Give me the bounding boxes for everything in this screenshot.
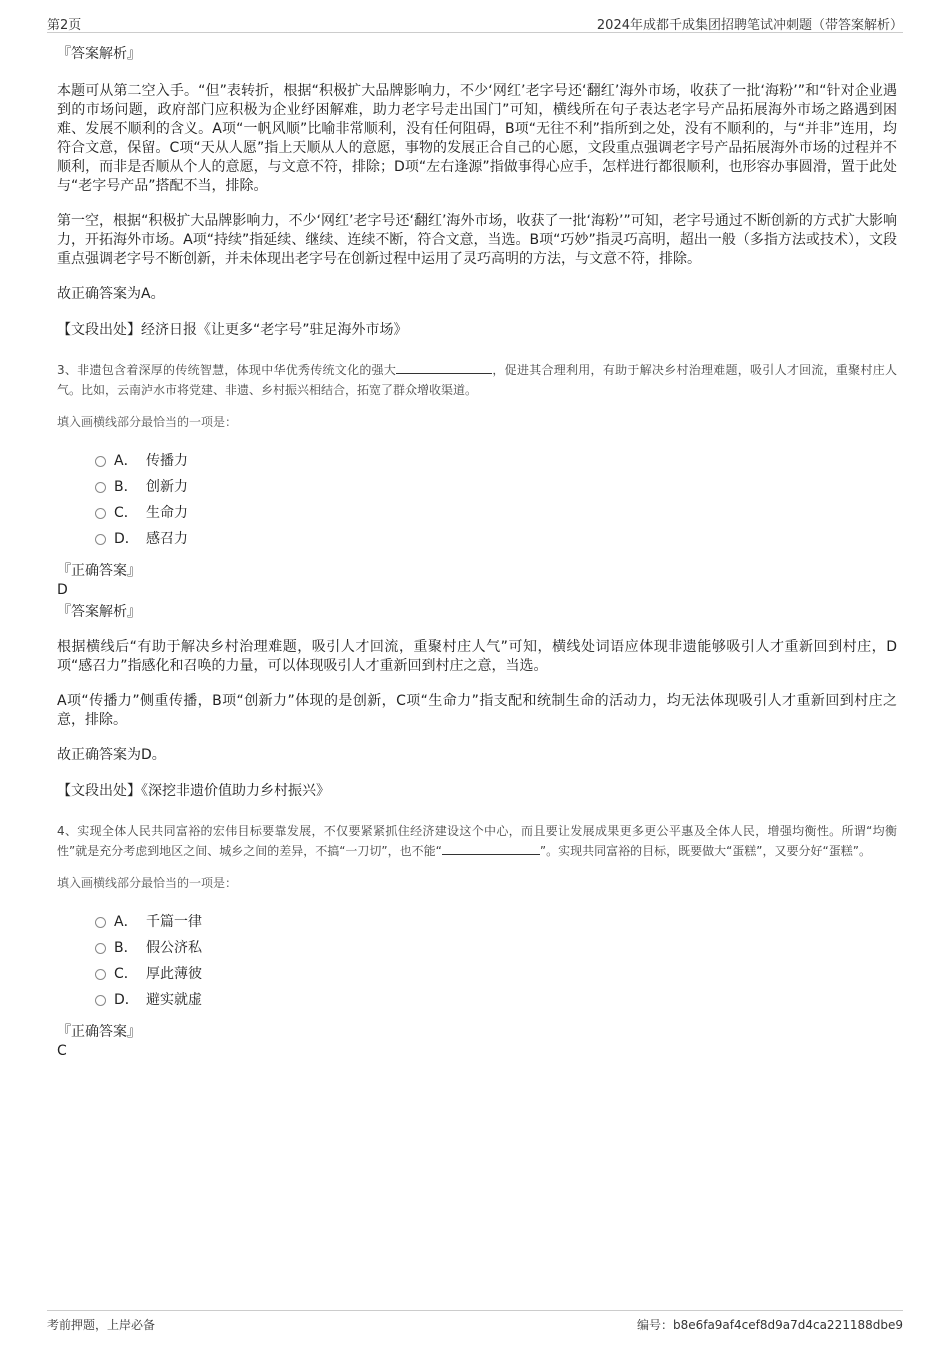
radio-button[interactable] [95, 943, 106, 954]
analysis-label: 『答案解析』 [57, 604, 141, 620]
option-d[interactable]: D． 感召力 [95, 528, 897, 554]
radio-button[interactable] [95, 917, 106, 928]
option-c[interactable]: C． 生命力 [95, 502, 897, 528]
correct-answer-label: 『正确答案』 [57, 1024, 141, 1040]
radio-button[interactable] [95, 995, 106, 1006]
option-c[interactable]: C． 厚此薄彼 [95, 963, 897, 989]
question-stem: 3、非遗包含着深厚的传统智慧，体现中华优秀传统文化的强大 ，促进其合理利用，有助于解决乡村治理难题，吸引人才回流，重聚村庄人气。比如，云南泸水市将党建、非遗、乡村振兴相结合，拓宽了群众增收渠道。 [57, 363, 897, 397]
option-b[interactable]: B． 创新力 [95, 476, 897, 502]
footer-slogan: 考前押题，上岸必备 [47, 1318, 156, 1332]
page-content [57, 44, 897, 1063]
source-citation: 【文段出处】经济日报《让更多“老字号”驻足海外市场》 [57, 322, 408, 338]
question-prompt: 填入画横线部分最恰当的一项是： [57, 415, 238, 429]
question-4 [57, 821, 897, 1061]
analysis-paragraph: A项“传播力”侧重传播，B项“创新力”体现的是创新，C项“生命力”指支配和统制生命的活动力，均无法体现吸引人才重新回到村庄之意，排除。 [57, 693, 897, 728]
conclusion-text: 故正确答案为D。 [57, 747, 166, 763]
analysis-paragraph: 第一空，根据“积极扩大品牌影响力，不少‘网红’老字号还‘翻红’海外市场，收获了一批‘海粉’”可知，老字号通过不断创新的方式扩大影响力，开拓海外市场。A项“持续”指延续、继续、连续不断，符合文意，当选。B项“巧妙”指灵巧高明，超出一般（多指方法或技术），文段重点强调老字号不断创新，并未体现出老字号在创新过程中运用了灵巧高明的方法，与文意不符，排除。 [57, 213, 897, 267]
source-citation: 【文段出处】《深挖非遗价值助力乡村振兴》 [57, 783, 330, 799]
correct-answer-value: C [57, 1043, 67, 1059]
analysis-label: 『答案解析』 [57, 46, 141, 62]
option-d[interactable]: D． 避实就虚 [95, 989, 897, 1015]
option-list [95, 911, 897, 1015]
option-a[interactable]: A． 千篇一律 [95, 911, 897, 937]
fill-blank [396, 361, 492, 374]
radio-button[interactable] [95, 508, 106, 519]
page-header [47, 10, 903, 33]
correct-answer-label: 『正确答案』 [57, 563, 141, 579]
option-b[interactable]: B． 假公济私 [95, 937, 897, 963]
radio-button[interactable] [95, 969, 106, 980]
analysis-paragraph: 本题可从第二空入手。“但”表转折，根据“积极扩大品牌影响力，不少‘网红’老字号还‘翻红’海外市场，收获了一批‘海粉’”和“针对企业遇到的市场问题，政府部门应积极为企业纾困解难，助力老字号走出国门”可知，横线所在句子表达老字号产品拓展海外市场之路遇到困难、发展不顺利的含义。A项“一帆风顺”比喻非常顺利，没有任何阻碍，B项“无往不利”指所到之处，没有不顺利的，与“并非”连用，均符合文意，保留。C项“天从人愿”指上天顺从人的意愿，事物的发展正合自己的心愿，文段重点强调老字号产品拓展海外市场的过程并不顺利，而非是否顺从个人的意愿，与文意不符，排除；D项“左右逢源”指做事得心应手，怎样进行都很顺利，也形容办事圆滑，置于此处与“老字号产品”搭配不当，排除。 [57, 83, 897, 194]
question-3 [57, 360, 897, 801]
question-2-analysis [57, 44, 897, 340]
question-stem: 4、实现全体人民共同富裕的宏伟目标要靠发展，不仅要紧紧抓住经济建设这个中心，而且要让发展成果更多更公平惠及全体人民，增强均衡性。所谓“均衡性”就是充分考虑到地区之间、城乡之间的差异，不搞“一刀切”，也不能“ ”。实现共同富裕的目标，既要做大“蛋糕”，又要分好“蛋糕”。 [57, 824, 897, 858]
page-footer [47, 1310, 903, 1337]
radio-button[interactable] [95, 534, 106, 545]
fill-blank [442, 842, 540, 855]
correct-answer-value: D [57, 582, 68, 598]
radio-button[interactable] [95, 456, 106, 467]
document-code: 编号：b8e6fa9af4cef8d9a7d4ca221188dbe9 [636, 1318, 903, 1332]
analysis-paragraph: 根据横线后“有助于解决乡村治理难题，吸引人才回流，重聚村庄人气”可知，横线处词语应体现非遗能够吸引人才重新回到村庄，D项“感召力”指感化和召唤的力量，可以体现吸引人才重新回到村庄之意，当选。 [57, 639, 897, 674]
page-number: 第2页 [47, 18, 82, 33]
question-prompt: 填入画横线部分最恰当的一项是： [57, 876, 238, 890]
conclusion-text: 故正确答案为A。 [57, 286, 165, 302]
document-title: 2024年成都千成集团招聘笔试冲刺题（带答案解析） [596, 18, 903, 33]
option-list [95, 450, 897, 554]
option-a[interactable]: A． 传播力 [95, 450, 897, 476]
radio-button[interactable] [95, 482, 106, 493]
